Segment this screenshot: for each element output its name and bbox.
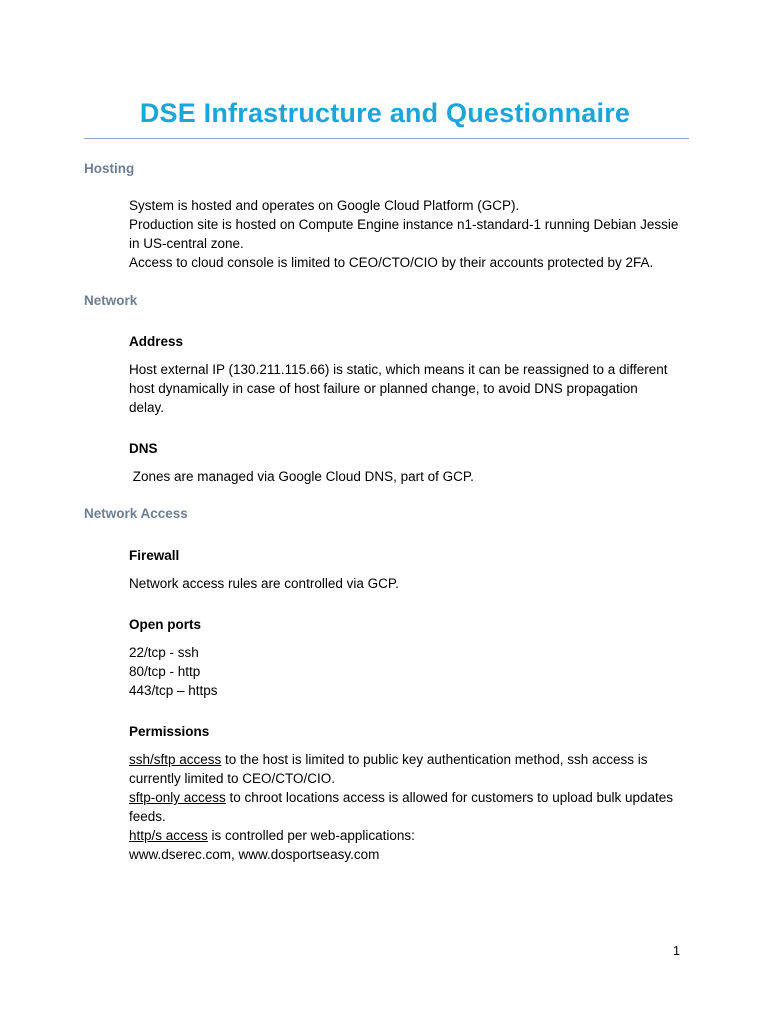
permissions-paragraph [129,750,699,864]
section-heading-hosting: Hosting [84,161,135,176]
section-heading-network: Network [84,293,138,308]
port-item: 80/tcp - http [129,664,201,679]
http-access-link[interactable]: http/s access [129,828,208,843]
address-paragraph [129,360,699,417]
subheading-dns: DNS [129,441,158,456]
address-line: delay. [129,400,165,415]
subheading-firewall: Firewall [129,548,180,563]
address-line: Host external IP (130.211.115.66) is static, which means it can be reassigned to a different [129,362,668,377]
permissions-line [129,826,699,845]
hosting-line: Access to cloud console is limited to CEO/CTO/CIO by their accounts protected by 2FA. [129,255,654,270]
title-underline [84,138,689,139]
sftp-access-text: to chroot locations access is allowed for customers to upload bulk updates [225,790,674,805]
subheading-address: Address [129,334,184,349]
firewall-text: Network access rules are controlled via GCP. [129,576,399,591]
port-item: 443/tcp – https [129,683,218,698]
section-heading-network-access: Network Access [84,506,188,521]
subheading-permissions: Permissions [129,724,210,739]
address-line: host dynamically in case of host failure or planned change, to avoid DNS propagation [129,381,638,396]
hosting-line: in US-central zone. [129,236,244,251]
permissions-line [129,750,699,769]
page-number: 1 [673,944,680,958]
open-ports-list [129,643,699,700]
subheading-open-ports: Open ports [129,617,202,632]
ssh-access-text: to the host is limited to public key authentication method, ssh access is [221,752,648,767]
sites-line: www.dserec.com, www.dosportseasy.com [129,847,380,862]
ssh-sftp-access-link[interactable]: ssh/sftp access [129,752,222,767]
http-access-text: is controlled per web-applications: [207,828,415,843]
permissions-line: currently limited to CEO/CTO/CIO. [129,771,336,786]
hosting-line: System is hosted and operates on Google Cloud Platform (GCP). [129,198,520,213]
port-item: 22/tcp - ssh [129,645,199,660]
document-title: DSE Infrastructure and Questionnaire [139,98,631,128]
hosting-line: Production site is hosted on Compute Engine instance n1-standard-1 running Debian Jessie [129,217,679,232]
hosting-paragraph [129,196,699,272]
permissions-line [129,788,699,807]
sftp-only-access-link[interactable]: sftp-only access [129,790,226,805]
permissions-line: feeds. [129,809,166,824]
dns-text: Zones are managed via Google Cloud DNS, part of GCP. [129,469,474,484]
